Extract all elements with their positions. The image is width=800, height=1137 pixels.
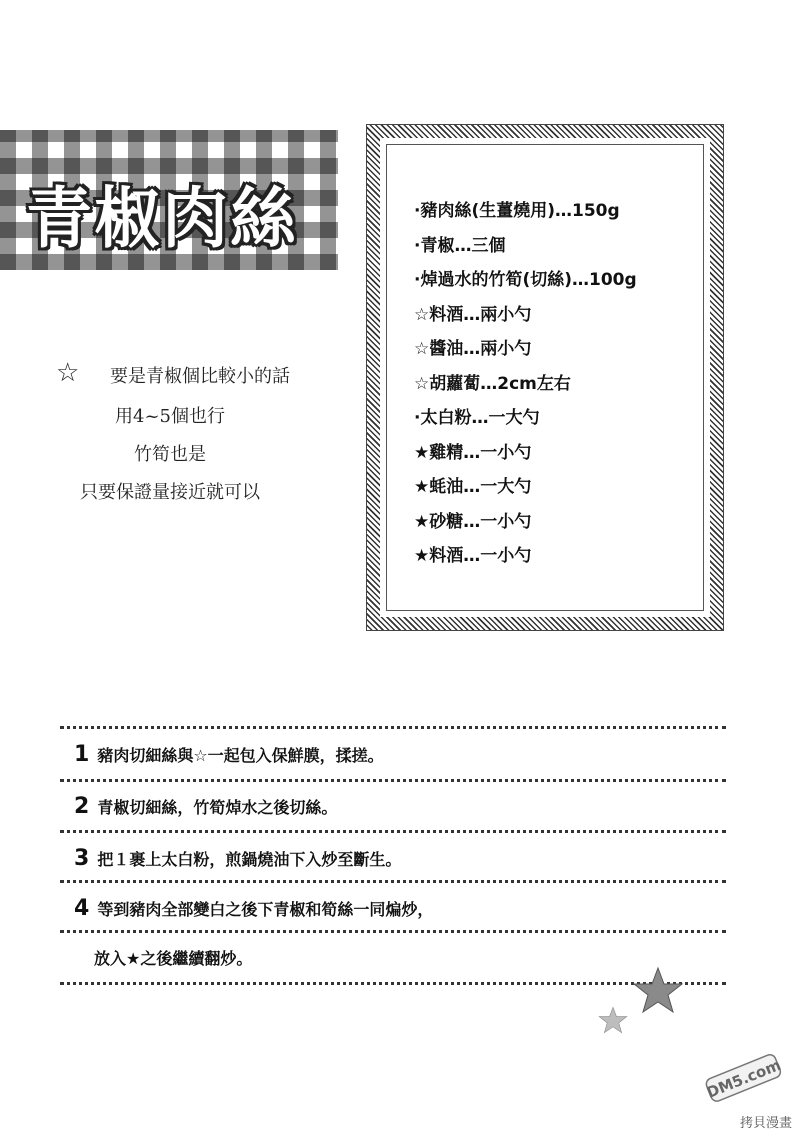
ingredient-item: ★雞精…一小勺	[414, 442, 532, 463]
step-4	[74, 896, 433, 921]
watermark-logo	[700, 1046, 786, 1108]
step-number: 2	[74, 794, 90, 819]
note-line: 用4~5個也行	[115, 406, 225, 427]
note-star-icon: ☆	[56, 358, 80, 388]
ingredient-item: ★蚝油…一大勺	[414, 477, 532, 497]
note-line: 要是青椒個比較小的話	[110, 366, 290, 387]
step-2	[74, 794, 337, 819]
page-title: 青椒肉絲	[26, 180, 298, 257]
step-3	[74, 846, 401, 871]
step-4-continued: 放入★之後繼續翻炒。	[94, 949, 253, 968]
watermark-text: 拷貝漫畫	[739, 1116, 792, 1131]
dotted-divider	[60, 726, 726, 729]
ingredient-item: ·青椒…三個	[414, 235, 506, 256]
step-number: 3	[74, 846, 90, 871]
step-number: 1	[74, 742, 90, 767]
dotted-divider	[60, 930, 726, 933]
ingredient-item: ★料酒…一小勺	[414, 546, 532, 566]
step-number: 4	[74, 896, 90, 921]
ingredient-item: ☆胡蘿蔔…2cm左右	[414, 373, 571, 394]
step-text: 把１裹上太白粉，煎鍋燒油下入炒至斷生。	[97, 850, 402, 869]
ingredient-item: ☆醬油…兩小勺	[414, 339, 532, 359]
ingredients-list	[414, 194, 637, 574]
step-1	[74, 742, 384, 767]
ingredient-item: ·太白粉…一大勺	[414, 408, 540, 428]
note-line: 竹筍也是	[134, 444, 206, 465]
dotted-divider	[60, 982, 726, 985]
ingredient-item: ★砂糖…一小勺	[414, 511, 532, 532]
small-star-icon	[598, 1006, 628, 1034]
note-line: 只要保證量接近就可以	[80, 482, 260, 503]
large-star-icon	[632, 966, 684, 1014]
step-text: 豬肉切細絲與☆一起包入保鮮膜，揉搓。	[97, 746, 384, 765]
dotted-divider	[60, 830, 726, 833]
ingredient-item: ·豬肉絲(生薑燒用)…150g	[414, 201, 620, 221]
step-text: 青椒切細絲，竹筍焯水之後切絲。	[97, 798, 338, 817]
step-text: 等到豬肉全部變白之後下青椒和筍絲一同煸炒，	[97, 900, 434, 919]
ingredient-item: ☆料酒…兩小勺	[414, 304, 532, 325]
ingredient-item: ·焯過水的竹筍(切絲)…100g	[414, 270, 637, 290]
dotted-divider	[60, 779, 726, 782]
dotted-divider	[60, 880, 726, 883]
watermark-logo-text: DM5.com	[704, 1055, 784, 1102]
